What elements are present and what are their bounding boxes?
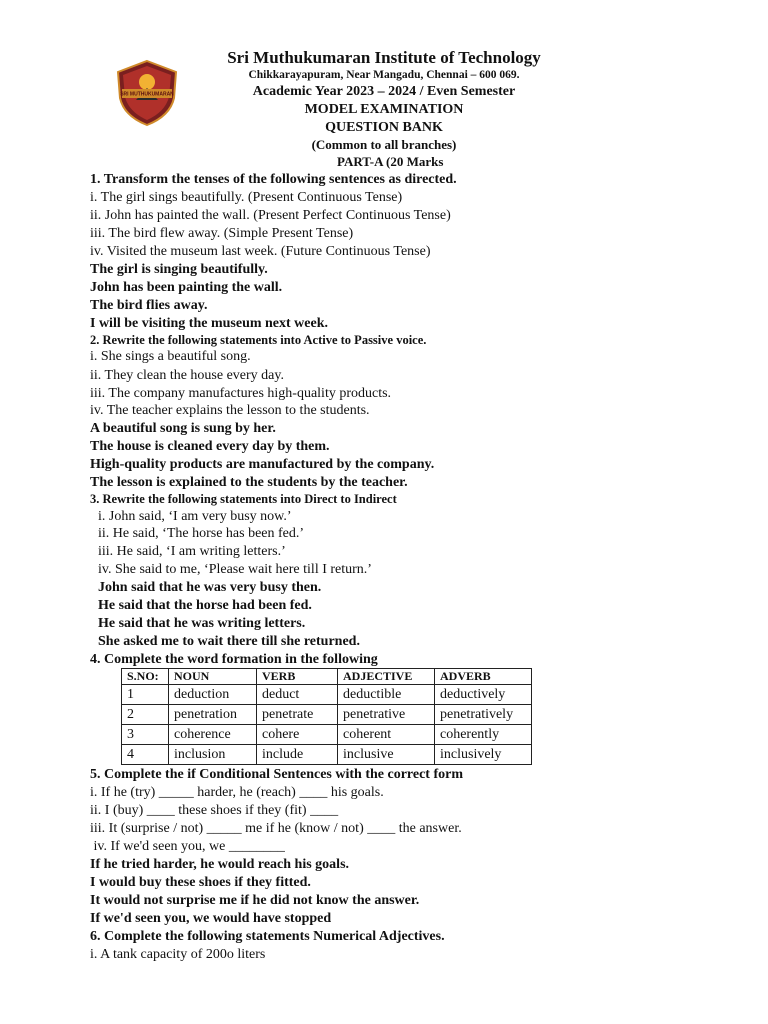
q1-answer: John has been painting the wall. (90, 280, 283, 295)
q5-item: ii. I (buy) ____ these shoes if they (fit) ____ (90, 803, 339, 818)
table-header-row (122, 669, 532, 685)
q5-answer: It would not surprise me if he did not know the answer. (90, 893, 420, 908)
q5-title: 5. Complete the if Conditional Sentences with the correct form (90, 767, 464, 782)
q3-title: 3. Rewrite the following statements into Direct to Indirect (90, 492, 397, 506)
part-heading: PART-A (20 Marks (337, 154, 444, 169)
q5-answer: If he tried harder, he would reach his goals. (90, 857, 350, 872)
table-cell: deductively (435, 685, 532, 705)
q3-answer: He said that the horse had been fed. (98, 598, 312, 613)
column-header: ADVERB (435, 669, 532, 685)
q5-item: iv. If we'd seen you, we ________ (90, 839, 285, 854)
q1-item: iii. The bird flew away. (Simple Present Tense) (90, 226, 354, 241)
table-row (122, 685, 532, 705)
q5-item: iii. It (surprise / not) _____ me if he (know / not) ____ the answer. (90, 821, 462, 836)
q5-item: i. If he (try) _____ harder, he (reach) ____ his goals. (90, 785, 384, 800)
table-cell: coherence (169, 725, 257, 745)
column-header: NOUN (169, 669, 257, 685)
q2-answer: The house is cleaned every day by them. (90, 439, 330, 454)
q2-title: 2. Rewrite the following statements into Active to Passive voice. (90, 333, 427, 347)
table-cell: coherent (338, 725, 435, 745)
table-cell: deduct (257, 685, 338, 705)
q3-item: ii. He said, ‘The horse has been fed.’ (98, 526, 305, 541)
academic-year: Academic Year 2023 – 2024 / Even Semester (252, 84, 516, 99)
table-row (122, 705, 532, 725)
table-row (122, 745, 532, 765)
q2-answer: The lesson is explained to the students by the teacher. (90, 475, 408, 490)
q1-title: 1. Transform the tenses of the following sentences as directed. (90, 172, 457, 187)
table-cell: deduction (169, 685, 257, 705)
q2-item: ii. They clean the house every day. (90, 368, 284, 383)
column-header: VERB (257, 669, 338, 685)
table-cell: coherently (435, 725, 532, 745)
q3-answer: She asked me to wait there till she returned. (98, 634, 360, 649)
q1-item: iv. Visited the museum last week. (Future Continuous Tense) (90, 244, 431, 259)
q2-answer: A beautiful song is sung by her. (90, 421, 276, 436)
q5-answer: If we'd seen you, we would have stopped (90, 911, 332, 926)
common-note: (Common to all branches) (311, 137, 457, 152)
table-cell: penetratively (435, 705, 532, 725)
table-cell: 1 (122, 685, 169, 705)
exam-title: MODEL EXAMINATION (304, 102, 464, 117)
q4-title: 4. Complete the word formation in the following (90, 652, 378, 667)
q3-answer: He said that he was writing letters. (98, 616, 306, 631)
q2-item: i. She sings a beautiful song. (90, 349, 251, 364)
q3-answer: John said that he was very busy then. (98, 580, 322, 595)
table-cell: deductible (338, 685, 435, 705)
table-cell: include (257, 745, 338, 765)
document-type: QUESTION BANK (325, 120, 443, 135)
table-row (122, 725, 532, 745)
table-cell: penetrate (257, 705, 338, 725)
table-cell: 4 (122, 745, 169, 765)
q3-item: i. John said, ‘I am very busy now.’ (98, 509, 292, 524)
q1-item: ii. John has painted the wall. (Present Perfect Continuous Tense) (90, 208, 451, 223)
q6-title: 6. Complete the following statements Numerical Adjectives. (90, 929, 445, 944)
column-header: ADJECTIVE (338, 669, 435, 685)
table-cell: inclusive (338, 745, 435, 765)
q1-answer: The girl is singing beautifully. (90, 262, 268, 277)
q1-item: i. The girl sings beautifully. (Present Continuous Tense) (90, 190, 403, 205)
table-cell: penetration (169, 705, 257, 725)
q1-answer: I will be visiting the museum next week. (90, 316, 328, 331)
q3-item: iv. She said to me, ‘Please wait here till I return.’ (98, 562, 372, 577)
q1-answer: The bird flies away. (90, 298, 208, 313)
q5-answer: I would buy these shoes if they fitted. (90, 875, 311, 890)
table-cell: cohere (257, 725, 338, 745)
q2-item: iv. The teacher explains the lesson to the students. (90, 403, 370, 418)
word-formation-table (121, 668, 532, 765)
q3-item: iii. He said, ‘I am writing letters.’ (98, 544, 286, 559)
svg-text:SRI MUTHUKUMARAN: SRI MUTHUKUMARAN (120, 91, 174, 98)
table-cell: inclusively (435, 745, 532, 765)
institute-logo (112, 58, 182, 128)
table-cell: 2 (122, 705, 169, 725)
q2-answer: High-quality products are manufactured by the company. (90, 457, 435, 472)
institute-address: Chikkarayapuram, Near Mangadu, Chennai – 600 069. (248, 69, 520, 81)
column-header: S.NO: (122, 669, 169, 685)
q2-item: iii. The company manufactures high-quality products. (90, 386, 392, 401)
institute-name: Sri Muthukumaran Institute of Technology (227, 48, 541, 67)
q6-item: i. A tank capacity of 200o liters (90, 947, 266, 962)
table-cell: 3 (122, 725, 169, 745)
table-cell: inclusion (169, 745, 257, 765)
table-cell: penetrative (338, 705, 435, 725)
